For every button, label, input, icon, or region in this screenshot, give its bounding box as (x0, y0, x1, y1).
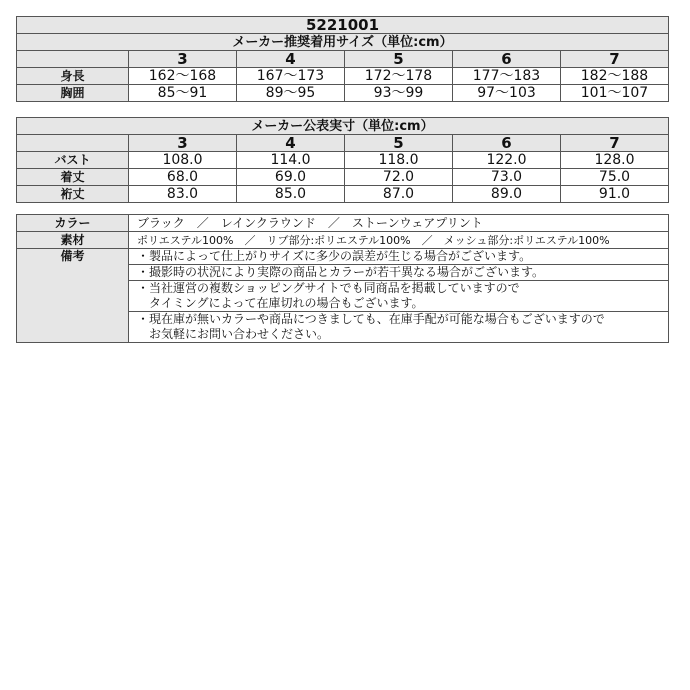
cell-value: 162～168 (129, 68, 237, 85)
size-header: 6 (453, 51, 561, 68)
notes-row (17, 249, 669, 265)
cell-value: 114.0 (237, 152, 345, 169)
cell-value: 89～95 (237, 85, 345, 102)
cell-value: 101～107 (561, 85, 669, 102)
cell-value: 182～188 (561, 68, 669, 85)
cell-value: 128.0 (561, 152, 669, 169)
note-text: ・当社運営の複数ショッピングサイトでも同商品を掲載していますので (137, 281, 520, 295)
row-label: 裄丈 (17, 186, 129, 203)
size-header: 4 (237, 51, 345, 68)
note-text: ・撮影時の状況により実際の商品とカラーが若干異なる場合がございます。 (137, 265, 545, 279)
row-label: バスト (17, 152, 129, 169)
table-row (17, 85, 669, 102)
color-value: ブラック ／ レインクラウンド ／ ストーンウェアプリント (129, 215, 669, 232)
material-row (17, 232, 669, 249)
cell-value: 85.0 (237, 186, 345, 203)
row-label: 着丈 (17, 169, 129, 186)
cell-value: 73.0 (453, 169, 561, 186)
size-header: 5 (345, 135, 453, 152)
cell-value: 122.0 (453, 152, 561, 169)
note-item (129, 249, 669, 265)
size-header: 3 (129, 51, 237, 68)
size-header: 3 (129, 135, 237, 152)
note-text: お気軽にお問い合わせください。 (137, 327, 330, 341)
corner-cell (17, 135, 129, 152)
cell-value: 87.0 (345, 186, 453, 203)
cell-value: 72.0 (345, 169, 453, 186)
actual-size-table (16, 117, 669, 203)
cell-value: 83.0 (129, 186, 237, 203)
corner-cell (17, 51, 129, 68)
cell-value: 118.0 (345, 152, 453, 169)
size-header: 4 (237, 135, 345, 152)
table-row (17, 186, 669, 203)
size-header: 7 (561, 51, 669, 68)
product-info-table (16, 214, 669, 343)
table-row (17, 152, 669, 169)
note-item (129, 281, 669, 312)
cell-value: 97～103 (453, 85, 561, 102)
table-row (17, 169, 669, 186)
cell-value: 89.0 (453, 186, 561, 203)
cell-value: 167～173 (237, 68, 345, 85)
recommended-title: メーカー推奨着用サイズ（単位:cm） (17, 34, 669, 51)
material-value: ポリエステル100% ／ リブ部分:ポリエステル100% ／ メッシュ部分:ポリエステル100% (129, 232, 669, 249)
cell-value: 91.0 (561, 186, 669, 203)
material-label: 素材 (17, 232, 129, 249)
cell-value: 108.0 (129, 152, 237, 169)
cell-value: 93～99 (345, 85, 453, 102)
row-label: 胸囲 (17, 85, 129, 102)
actual-title: メーカー公表実寸（単位:cm） (17, 118, 669, 135)
cell-value: 68.0 (129, 169, 237, 186)
color-label: カラー (17, 215, 129, 232)
color-row (17, 215, 669, 232)
note-text: ・現在庫が無いカラーや商品につきましても、在庫手配が可能な場合もございますので (137, 312, 605, 326)
recommended-size-table (16, 16, 669, 102)
note-text: ・製品によって仕上がりサイズに多少の誤差が生じる場合がございます。 (137, 249, 532, 263)
product-code: 5221001 (17, 17, 669, 34)
table-row (17, 68, 669, 85)
size-header: 5 (345, 51, 453, 68)
cell-value: 172～178 (345, 68, 453, 85)
note-text: タイミングによって在庫切れの場合もございます。 (137, 296, 424, 310)
cell-value: 69.0 (237, 169, 345, 186)
size-header: 7 (561, 135, 669, 152)
note-item (129, 312, 669, 343)
size-header: 6 (453, 135, 561, 152)
row-label: 身長 (17, 68, 129, 85)
cell-value: 85～91 (129, 85, 237, 102)
cell-value: 177～183 (453, 68, 561, 85)
cell-value: 75.0 (561, 169, 669, 186)
notes-label: 備考 (17, 249, 129, 343)
note-item (129, 265, 669, 281)
